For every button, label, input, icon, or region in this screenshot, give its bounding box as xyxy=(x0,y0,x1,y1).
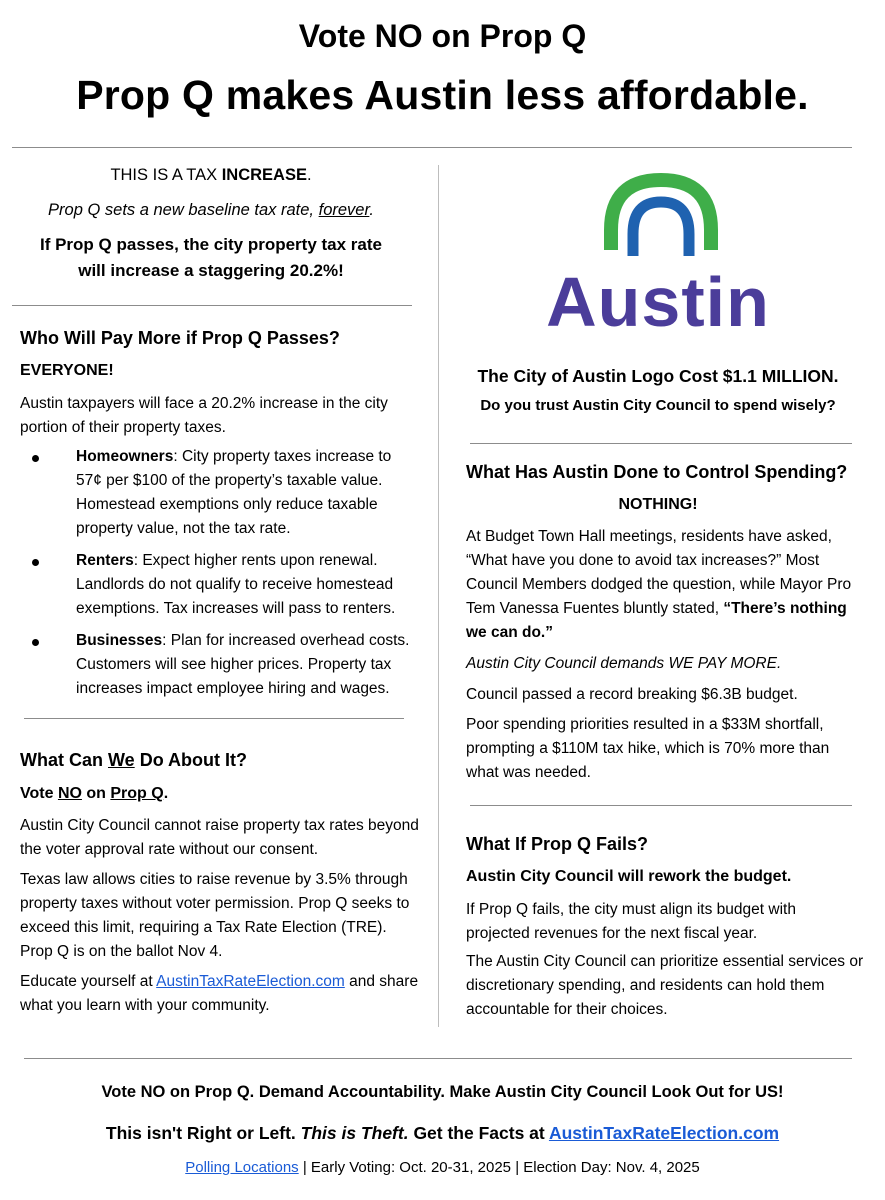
polling-locations-link[interactable]: Polling Locations xyxy=(185,1159,299,1176)
intro-highlight: If Prop Q passes, the city property tax rate will increase a staggering 20.2%! xyxy=(39,235,382,280)
left-divider-1 xyxy=(12,305,412,306)
what-can-we-do-p2: Texas law allows cities to raise revenue by 3.5% through property taxes without voter permission. Prop Q seeks to exceed this limit, requiring a Tax Rate Election (TRE). Prop Q is on the ballot Nov 4. xyxy=(20,871,410,960)
who-pays-list xyxy=(20,445,415,709)
list-item: Businesses: Plan for increased overhead costs. Customers will see higher prices. Property tax increases impact employee hiring and wages. xyxy=(20,629,415,701)
intro-line-1: THIS IS A TAX INCREASE. xyxy=(110,166,312,184)
footer-election-dates: Polling Locations | Early Voting: Oct. 20-31, 2025 | Election Day: Nov. 4, 2025 xyxy=(185,1159,700,1176)
bullet-icon xyxy=(32,559,39,566)
what-can-we-do-heading: What Can We Do About It? xyxy=(20,750,247,770)
left-divider-2 xyxy=(24,718,404,719)
trust-question: Do you trust Austin City Council to spend wisely? xyxy=(480,397,836,414)
spending-answer: NOTHING! xyxy=(618,496,698,513)
spending-p3: Council passed a record breaking $6.3B budget. xyxy=(466,686,798,703)
header-divider xyxy=(12,147,852,148)
austin-a-logo-icon xyxy=(603,172,719,256)
vote-no-subheading: Vote NO on Prop Q. xyxy=(20,785,169,802)
spending-p1: At Budget Town Hall meetings, residents have asked, “What have you done to avoid tax increases?” Most Council Members dodged the question, while Mayor Pro Tem Vanessa Fuentes bluntly stated, “There’s nothing we can do.” xyxy=(466,528,852,641)
what-can-we-do-p1: Austin City Council cannot raise property tax rates beyond the voter approval rate without our consent. xyxy=(20,817,419,858)
list-item: Renters: Expect higher rents upon renewal. Landlords do not qualify to receive homestead exemptions. Tax increases will pass to renters. xyxy=(20,549,415,621)
intro-line-2: Prop Q sets a new baseline tax rate, forever. xyxy=(48,201,374,219)
austin-wordmark: Austin xyxy=(546,263,770,341)
tax-rate-election-link[interactable]: AustinTaxRateElection.com xyxy=(156,973,345,990)
fails-p1: If Prop Q fails, the city must align its budget with projected revenues for the next fiscal year. xyxy=(466,901,796,942)
what-can-we-do-p3: Educate yourself at AustinTaxRateElection.com and share what you learn with your community. xyxy=(20,973,419,1014)
bullet-icon xyxy=(32,639,39,646)
bullet-icon xyxy=(32,455,39,462)
spending-p4: Poor spending priorities resulted in a $33M shortfall, prompting a $110M tax hike, which is 70% more than what was needed. xyxy=(466,716,830,781)
footer-divider xyxy=(24,1058,852,1059)
footer-theft-line: This isn't Right or Left. This is Theft. Get the Facts at AustinTaxRateElection.com xyxy=(105,1123,780,1143)
right-divider-1 xyxy=(470,443,852,444)
flyer-subtitle: Prop Q makes Austin less affordable. xyxy=(76,72,809,118)
column-divider xyxy=(438,165,439,1027)
fails-subheading: Austin City Council will rework the budget. xyxy=(466,868,792,885)
fails-p2: The Austin City Council can prioritize essential services or discretionary spending, and residents can hold them accountable for their choices. xyxy=(466,953,864,1018)
who-pays-body: Austin taxpayers will face a 20.2% increase in the city portion of their property taxes. xyxy=(20,395,388,436)
right-divider-2 xyxy=(470,805,852,806)
who-pays-answer: EVERYONE! xyxy=(20,362,114,379)
fails-heading: What If Prop Q Fails? xyxy=(466,834,649,854)
flyer-title: Vote NO on Prop Q xyxy=(298,18,587,54)
list-item: Homeowners: City property taxes increase to 57¢ per $100 of the property’s taxable value. Homestead exemptions only reduce taxable property value, not the tax rate. xyxy=(20,445,415,541)
who-pays-heading: Who Will Pay More if Prop Q Passes? xyxy=(20,328,340,348)
spending-p2: Austin City Council demands WE PAY MORE. xyxy=(466,655,782,672)
footer-call-to-action: Vote NO on Prop Q. Demand Accountability. Make Austin City Council Look Out for US! xyxy=(101,1083,784,1101)
spending-heading: What Has Austin Done to Control Spending? xyxy=(466,462,848,482)
footer-facts-link[interactable]: AustinTaxRateElection.com xyxy=(548,1123,780,1143)
logo-cost-line: The City of Austin Logo Cost $1.1 MILLION. xyxy=(477,366,839,386)
